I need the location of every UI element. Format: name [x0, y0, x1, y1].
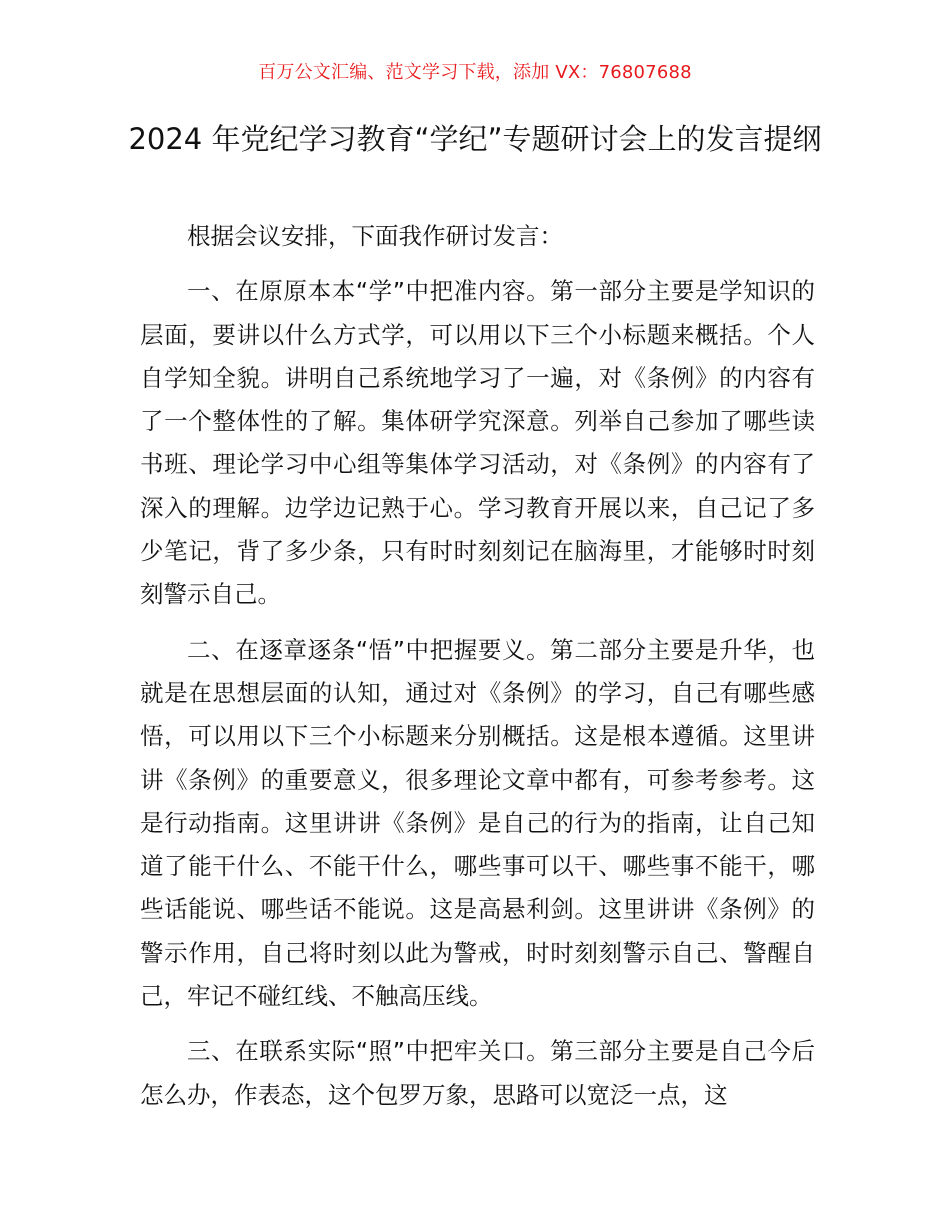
paragraph-intro: 根据会议安排，下面我作研讨发言： — [187, 222, 563, 250]
document-title: 2024 年党纪学习教育“学纪”专题研讨会上的发言提纲 — [128, 122, 822, 156]
header-banner: 百万公文汇编、范文学习下载，添加 VX：76807688 — [258, 62, 692, 83]
paragraph-section-1: 一、在原原本本“学”中把准内容。第一部分主要是学知识的层面，要讲以什么方式学，可以用以下三个小标题来概括。个人自学知全貌。讲明自己系统地学习了一遍，对《条例》的内容有了一个整体性的了解。集体研学究深意。列举自己参加了哪些读书班、理论学习中心组等集体学习活动，对《条例》的内容有了深入的理解。边学边记熟于心。学习教育开展以来，自己记了多少笔记，背了多少条，只有时时刻刻记在脑海里，才能够时时刻刻警示自己。 — [140, 277, 815, 609]
paragraph-section-3: 三、在联系实际“照”中把牢关口。第三部分主要是自己今后怎么办，作表态，这个包罗万象，思路可以宽泛一点，这 — [140, 1037, 815, 1109]
paragraph-section-2: 二、在逐章逐条“悟”中把握要义。第二部分主要是升华，也就是在思想层面的认知，通过对《条例》的学习，自己有哪些感悟，可以用以下三个小标题来分别概括。这是根本遵循。这里讲讲《条例》的重要意义，很多理论文章中都有，可参考参考。这是行动指南。这里讲讲《条例》是自己的行为的指南，让自己知道了能干什么、不能干什么，哪些事可以干、哪些事不能干，哪些话能说、哪些话不能说。这是高悬利剑。这里讲讲《条例》的警示作用，自己将时刻以此为警戒，时时刻刻警示自己、警醒自己，牢记不碰红线、不触高压线。 — [140, 635, 815, 1011]
document-body — [140, 215, 815, 1117]
